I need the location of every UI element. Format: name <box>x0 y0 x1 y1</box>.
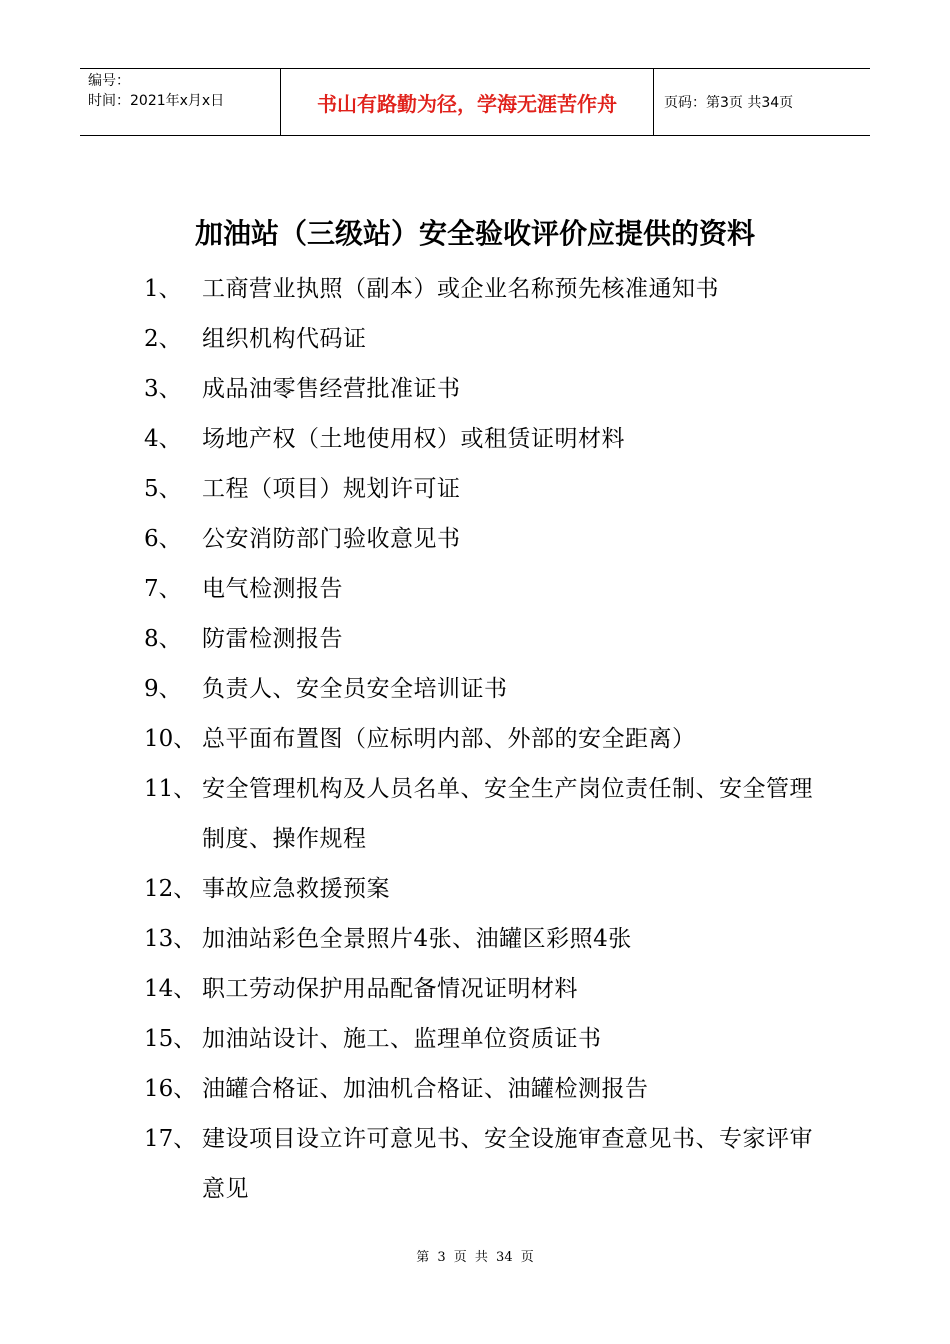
document-title: 加油站（三级站）安全验收评价应提供的资料 <box>194 217 755 250</box>
list-item-number: 3、 <box>144 376 182 402</box>
list-item-number: 14、 <box>144 976 197 1002</box>
list-item <box>144 364 824 414</box>
list-item <box>144 614 824 664</box>
list-item-number: 9、 <box>144 676 182 702</box>
list-item-number: 7、 <box>144 576 182 602</box>
list-item <box>144 664 824 714</box>
list-item-text: 场地产权（土地使用权）或租赁证明材料 <box>202 426 625 452</box>
list-item-text: 事故应急救援预案 <box>202 876 390 902</box>
list-item-number: 2、 <box>144 326 182 352</box>
list-item-number: 4、 <box>144 426 182 452</box>
list-item-number: 13、 <box>144 926 197 952</box>
list-item-text: 建设项目设立许可意见书、安全设施审查意见书、专家评审意见 <box>202 1126 813 1202</box>
list-item-number: 15、 <box>144 1026 197 1052</box>
list-item <box>144 764 824 864</box>
page-footer: 第 3 页 共 34 页 <box>416 1250 534 1265</box>
list-item-text: 负责人、安全员安全培训证书 <box>202 676 508 702</box>
list-item <box>144 864 824 914</box>
list-item-number: 17、 <box>144 1126 197 1152</box>
list-item <box>144 264 824 314</box>
list-item-number: 10、 <box>144 726 197 752</box>
list-item-text: 安全管理机构及人员名单、安全生产岗位责任制、安全管理制度、操作规程 <box>202 776 813 852</box>
list-item-text: 组织机构代码证 <box>202 326 367 352</box>
materials-list <box>144 264 824 1214</box>
list-item-text: 公安消防部门验收意见书 <box>202 526 461 552</box>
number-label: 编号： <box>88 73 130 89</box>
motto-text: 书山有路勤为径，学海无涯苦作舟 <box>317 91 617 116</box>
list-item <box>144 1014 824 1064</box>
list-item-number: 5、 <box>144 476 182 502</box>
list-item-text: 电气检测报告 <box>202 576 343 602</box>
list-item-text: 职工劳动保护用品配备情况证明材料 <box>202 976 578 1002</box>
time-label: 时间：2021年x月x日 <box>88 93 225 109</box>
list-item <box>144 964 824 1014</box>
header-motto-cell <box>281 69 654 135</box>
list-item <box>144 564 824 614</box>
list-item-number: 16、 <box>144 1076 197 1102</box>
list-item-number: 11、 <box>144 776 197 802</box>
header-page-cell <box>654 69 870 135</box>
list-item-number: 12、 <box>144 876 197 902</box>
list-item-text: 成品油零售经营批准证书 <box>202 376 461 402</box>
list-item-text: 工程（项目）规划许可证 <box>202 476 461 502</box>
list-item-number: 6、 <box>144 526 182 552</box>
page-header <box>80 68 870 136</box>
list-item-text: 加油站彩色全景照片4张、油罐区彩照4张 <box>202 926 632 952</box>
list-item-number: 8、 <box>144 626 182 652</box>
list-item-text: 防雷检测报告 <box>202 626 343 652</box>
list-item-text: 工商营业执照（副本）或企业名称预先核准通知书 <box>202 276 719 302</box>
list-item <box>144 914 824 964</box>
list-item <box>144 414 824 464</box>
list-item-text: 总平面布置图（应标明内部、外部的安全距离） <box>202 726 696 752</box>
list-item <box>144 464 824 514</box>
list-item-text: 油罐合格证、加油机合格证、油罐检测报告 <box>202 1076 649 1102</box>
list-item <box>144 1064 824 1114</box>
list-item <box>144 314 824 364</box>
list-item <box>144 714 824 764</box>
list-item <box>144 514 824 564</box>
list-item <box>144 1114 824 1214</box>
header-meta-cell <box>80 69 281 135</box>
list-item-text: 加油站设计、施工、监理单位资质证书 <box>202 1026 602 1052</box>
page-info: 页码：第3页 共34页 <box>664 95 794 111</box>
list-item-number: 1、 <box>144 276 182 302</box>
